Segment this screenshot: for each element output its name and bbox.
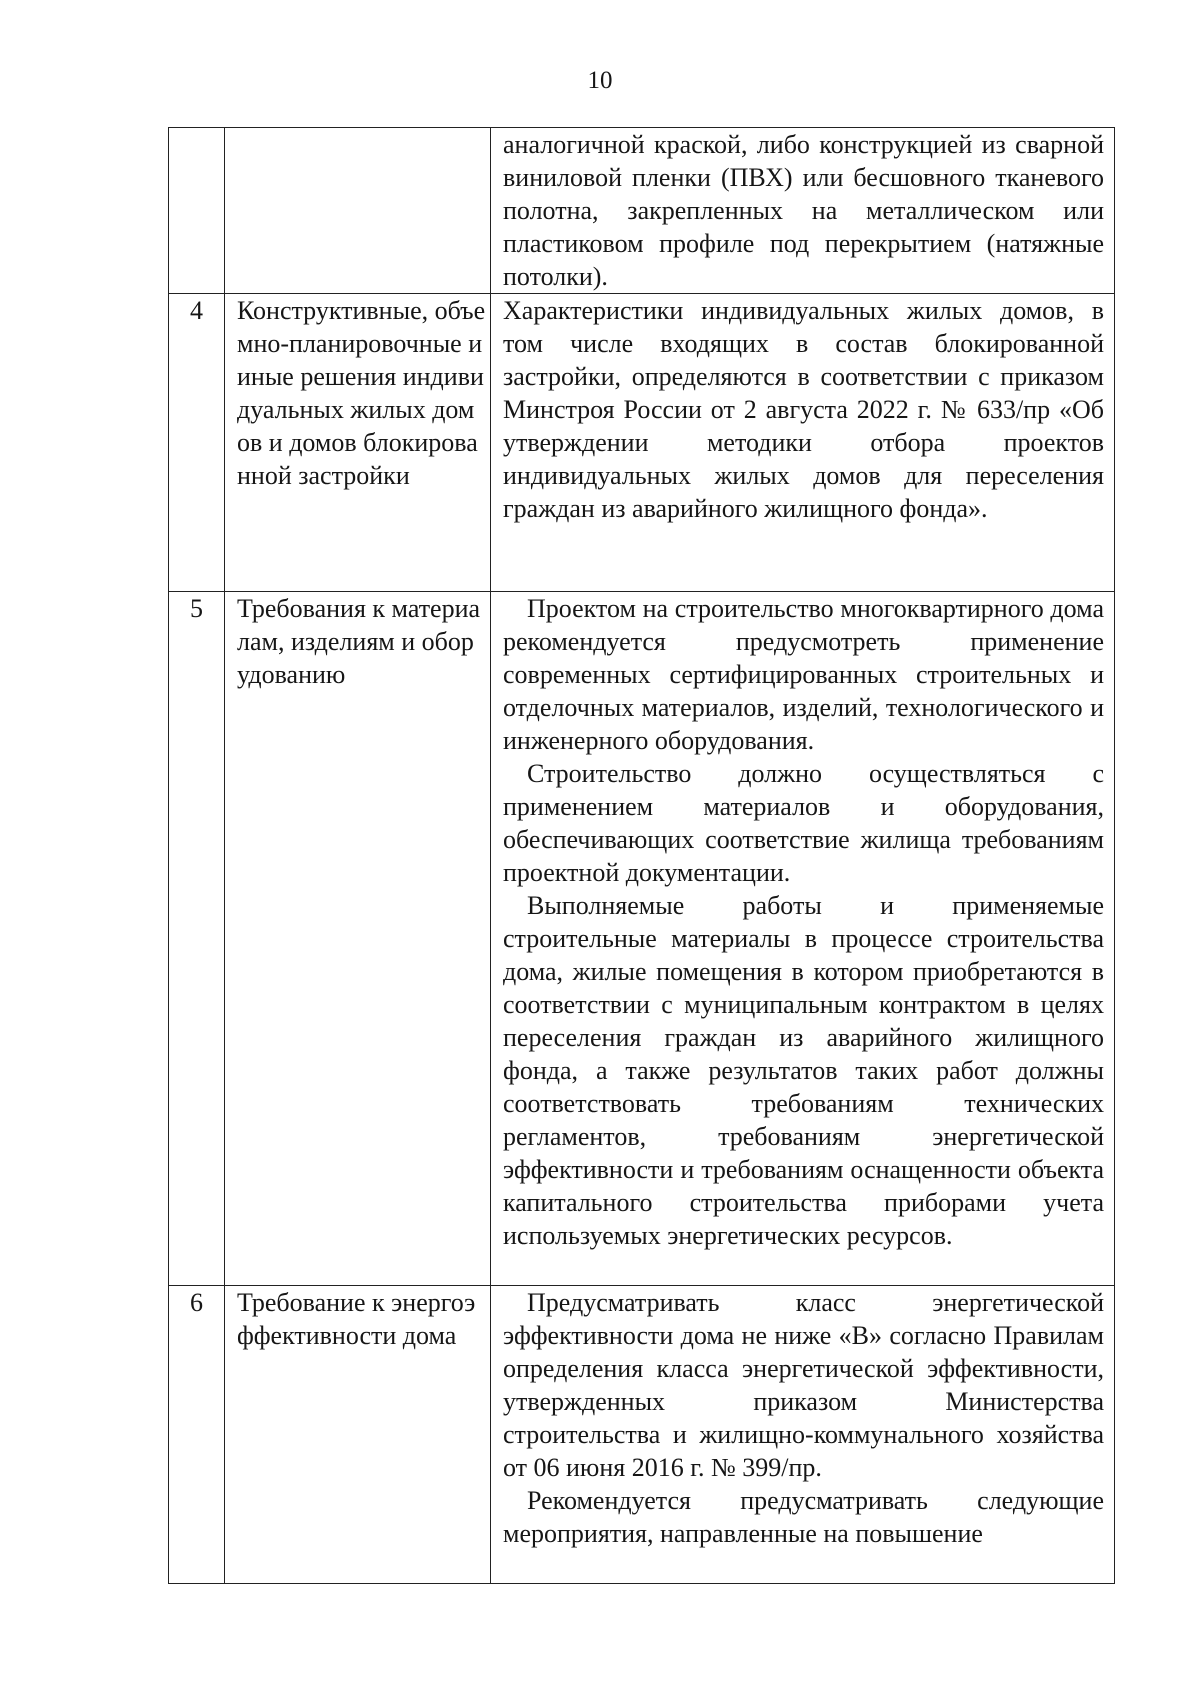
row-text-cell: [491, 592, 1115, 1286]
table-row: [169, 1286, 1115, 1584]
row-text-cell: [491, 1286, 1115, 1584]
row-number-cell: 4: [169, 294, 225, 592]
row-paragraph: Характеристики индивидуальных жилых домов, в том числе входящих в состав блокированной застройки, определяются в соответствии с приказом Минстроя России от 2 августа 2022 г. № 633/пр «Об утверждении методики отбора проектов индивидуальных жилых домов для переселения граждан из аварийного жилищного фонда».: [503, 296, 1104, 523]
row-paragraph: Предусматривать класс энергетической эффективности дома не ниже «В» согласно Правилам определения класса энергетической эффективности, утвержденных приказом Министерства строительства и жилищно-коммунального хозяйства от 06 июня 2016 г. № 399/пр.: [503, 1288, 1104, 1482]
table-row: [169, 592, 1115, 1286]
row-number-cell: [169, 128, 225, 294]
page-number: 10: [587, 67, 613, 94]
row-paragraph: Строительство должно осуществляться с применением материалов и оборудования, обеспечивающих соответствие жилища требованиям проектной документации.: [503, 759, 1104, 887]
row-text-cell: [491, 128, 1115, 294]
row-paragraph: аналогичной краской, либо конструкцией из сварной виниловой пленки (ПВХ) или бесшовного тканевого полотна, закрепленных на металлическом или пластиковом профиле под перекрытием (натяжные потолки).: [503, 130, 1104, 291]
row-paragraph: Выполняемые работы и применяемые строительные материалы в процессе строительства дома, жилые помещения в котором приобретаются в соответствии с муниципальным контрактом в целях переселения граждан из аварийного жилищного фонда, а также результатов таких работ должны соответствовать требованиям технических регламентов, требованиям энергетической эффективности и требованиям оснащенности объекта капитального строительства приборами учета используемых энергетических ресурсов.: [503, 891, 1104, 1250]
row-name-cell: Конструктивные, объемно-планировочные и иные решения индивидуальных жилых домов и домов блокированной застройки: [225, 294, 491, 592]
row-number-cell: 5: [169, 592, 225, 1286]
row-number-cell: 6: [169, 1286, 225, 1584]
table-row: [169, 128, 1115, 294]
row-name-cell: Требования к материалам, изделиям и оборудованию: [225, 592, 491, 1286]
row-paragraph: Проектом на строительство многоквартирного дома рекомендуется предусмотреть применение современных сертифицированных строительных и отделочных материалов, изделий, технологического и инженерного оборудования.: [503, 594, 1104, 755]
row-paragraph: Рекомендуется предусматривать следующие мероприятия, направленные на повышение: [503, 1486, 1104, 1548]
table-row: [169, 294, 1115, 592]
row-text-cell: [491, 294, 1115, 592]
row-name-cell: Требование к энергоэффективности дома: [225, 1286, 491, 1584]
row-name-cell: [225, 128, 491, 294]
requirements-table: [168, 127, 1115, 1584]
